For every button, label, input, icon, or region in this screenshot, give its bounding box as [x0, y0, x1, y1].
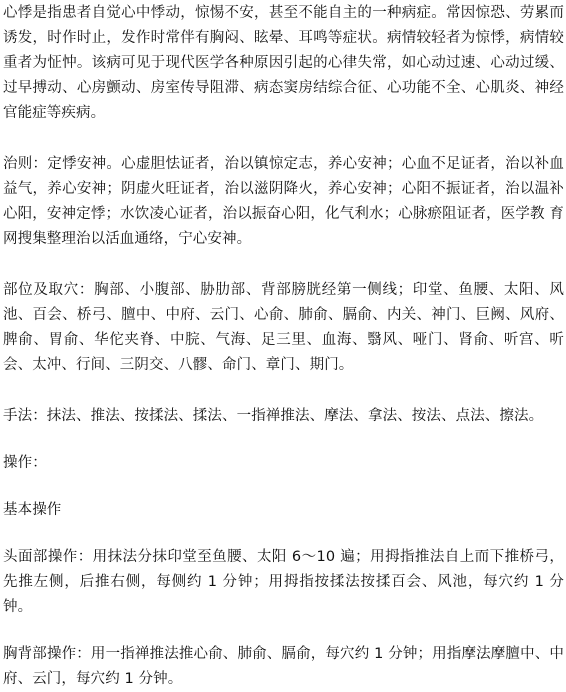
paragraph-spacer [0, 476, 566, 498]
paragraph-chest-back-operation: 胸背部操作：用一指禅推法推心俞、肺俞、膈俞，每穴约 1 分钟；用指摩法摩膻中、中府、云门，每穴约 1 分钟。 [3, 646, 564, 687]
paragraph-spacer [0, 126, 566, 152]
paragraph-head-face-operation: 头面部操作：用抹法分抹印堂至鱼腰、太阳 6～10 遍；用拇指推法自上而下推桥弓，先推左侧，后推右侧，每侧约 1 分钟；用拇指按揉法按揉百会、风池，每穴约 1 分钟。 [3, 549, 564, 615]
paragraph-definition: 心悸是指患者自觉心中悸动，惊惕不安，甚至不能自主的一种病症。常因惊恐、劳累而诱发，时作时止，发作时常伴有胸闷、眩晕、耳鸣等症状。病情较轻者为惊悸，病情较重者为怔忡。该病可见于现代医学各种原因引起的心律失常，如心动过速、心动过缓、过早搏动、心房颤动、房室传导阻滞、病态窦房结综合征、心功能不全、心肌炎、神经官能症等疾病。 [3, 5, 564, 121]
paragraph-techniques: 手法：抹法、推法、按揉法、揉法、一指禅推法、摩法、拿法、按法、点法、擦法。 [3, 408, 544, 424]
paragraph-spacer [0, 252, 566, 278]
paragraph-spacer [0, 429, 566, 451]
paragraph-operation-heading: 操作： [3, 455, 47, 471]
paragraph-spacer [0, 378, 566, 404]
paragraph-treatment-principle: 治则：定悸安神。心虚胆怯证者，治以镇惊定志，养心安神；心血不足证者，治以补血益气，养心安神；阴虚火旺证者，治以滋阴降火，养心安神；心阳不振证者，治以温补心阳，安神定悸；水饮凌心证者，治以振奋心阳，化气利水；心脉瘀阻证者，医学教 育网搜集整理治以活血通络，宁心安神。 [3, 156, 564, 247]
paragraph-spacer [0, 620, 566, 642]
paragraph-basic-operation: 基本操作 [3, 502, 62, 518]
paragraph-acupoints: 部位及取穴：胸部、小腹部、胁肋部、背部膀胱经第一侧线；印堂、鱼腰、太阳、风池、百会、桥弓、膻中、中府、云门、心俞、肺俞、膈俞、内关、神门、巨阙、风府、脾俞、胃俞、华佗夹脊、中脘、气海、足三里、血海、翳风、哑门、肾俞、听宫、听会、太冲、行间、三阴交、八髎、命门、章门、期门。 [3, 282, 564, 373]
paragraph-spacer [0, 523, 566, 545]
